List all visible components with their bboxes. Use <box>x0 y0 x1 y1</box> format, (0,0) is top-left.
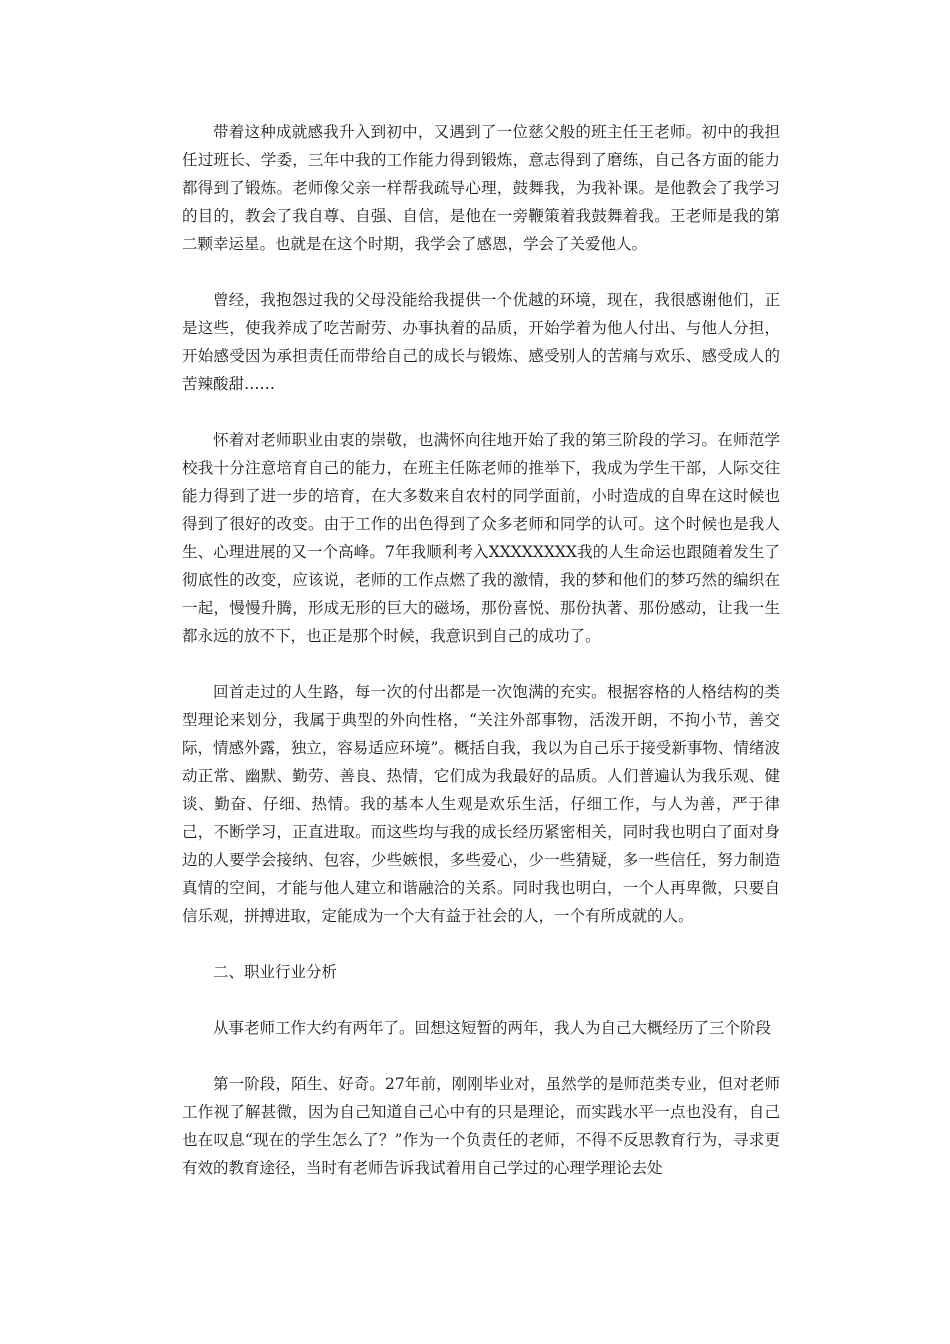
paragraph-spacer <box>182 1042 780 1070</box>
paragraph-teaching-years: 从事老师工作大约有两年了。回想这短暂的两年，我人为自己大概经历了三个阶段 <box>213 1019 772 1037</box>
paragraph-spacer <box>182 258 780 286</box>
paragraph-parents: 曾经，我抱怨过我的父母没能给我提供一个优越的环境，现在，我很感谢他们，正是这些，使我养成了吃苦耐劳、办事执着的品质，开始学着为他人付出、与他人分担，开始感受因为承担责任而带给自己的成长与锻炼、感受别人的苦痛与欢乐、感受成人的苦辣酸甜…… <box>182 291 780 393</box>
document-body <box>182 118 780 1182</box>
paragraph-stage-one: 第一阶段，陌生、好奇。27年前，刚刚毕业对，虽然学的是师范类专业，但对老师工作视了解甚微，因为自己知道自己心中有的只是理论，而实践水平一点也没有，自己也在叹息“现在的学生怎么了？”作为一个负责任的老师，不得不反思教育行为，寻求更有效的教育途径，当时有老师告诉我试着用自己学过的心理学理论去处 <box>182 1075 780 1177</box>
paragraph-personality: 回首走过的人生路，每一次的付出都是一次饱满的充实。根据容格的人格结构的类型理论来划分，我属于典型的外向性格，“关注外部事物，活泼开朗，不拘小节，善交际，情感外露，独立，容易适应环境”。概括自我，我以为自己乐于接受新事物、情绪波动正常、幽默、勤劳、善良、热情，它们成为我最好的品质。人们普遍认为我乐观、健谈、勤奋、仔细、热情。我的基本人生观是欢乐生活，仔细工作，与人为善，严于律己，不断学习，正直进取。而这些均与我的成长经历紧密相关，同时我也明白了面对身边的人要学会接纳、包容，少些嫉恨，多些爱心，少一些猜疑，多一些信任，努力制造真情的空间，才能与他人建立和谐融洽的关系。同时我也明白，一个人再卑微，只要自信乐观，拼搏进取，定能成为一个大有益于社会的人，一个有所成就的人。 <box>182 683 780 925</box>
paragraph-junior-high: 带着这种成就感我升入到初中，又遇到了一位慈父般的班主任王老师。初中的我担任过班长、学委，三年中我的工作能力得到锻炼，意志得到了磨练，自己各方面的能力都得到了锻炼。老师像父亲一样帮我疏导心理，鼓舞我，为我补课。是他教会了我学习的目的，教会了我自尊、自强、自信，是他在一旁鞭策着我鼓舞着我。王老师是我的第二颗幸运星。也就是在这个时期，我学会了感恩，学会了关爱他人。 <box>182 123 780 253</box>
paragraph-spacer <box>182 930 780 958</box>
paragraph-spacer <box>182 398 780 426</box>
section-heading: 二、职业行业分析 <box>213 963 338 981</box>
paragraph-normal-school: 怀着对老师职业由衷的崇敬，也满怀向往地开始了我的第三阶段的学习。在师范学校我十分注意培育自己的能力，在班主任陈老师的推举下，我成为学生干部，人际交往能力得到了进一步的培育，在大多数来自农村的同学面前，小时造成的自卑在这时候也得到了很好的改变。由于工作的出色得到了众多老师和同学的认可。这个时候也是我人生、心理进展的又一个高峰。7年我顺利考入XXXXXXXX我的人生命运也跟随着发生了彻底性的改变，应该说，老师的工作点燃了我的激情，我的梦和他们的梦巧然的编织在一起，慢慢升腾，形成无形的巨大的磁场，那份喜悦、那份执著、那份感动，让我一生都永远的放不下，也正是那个时候，我意识到自己的成功了。 <box>182 431 780 645</box>
paragraph-spacer <box>182 650 780 678</box>
paragraph-spacer <box>182 986 780 1014</box>
